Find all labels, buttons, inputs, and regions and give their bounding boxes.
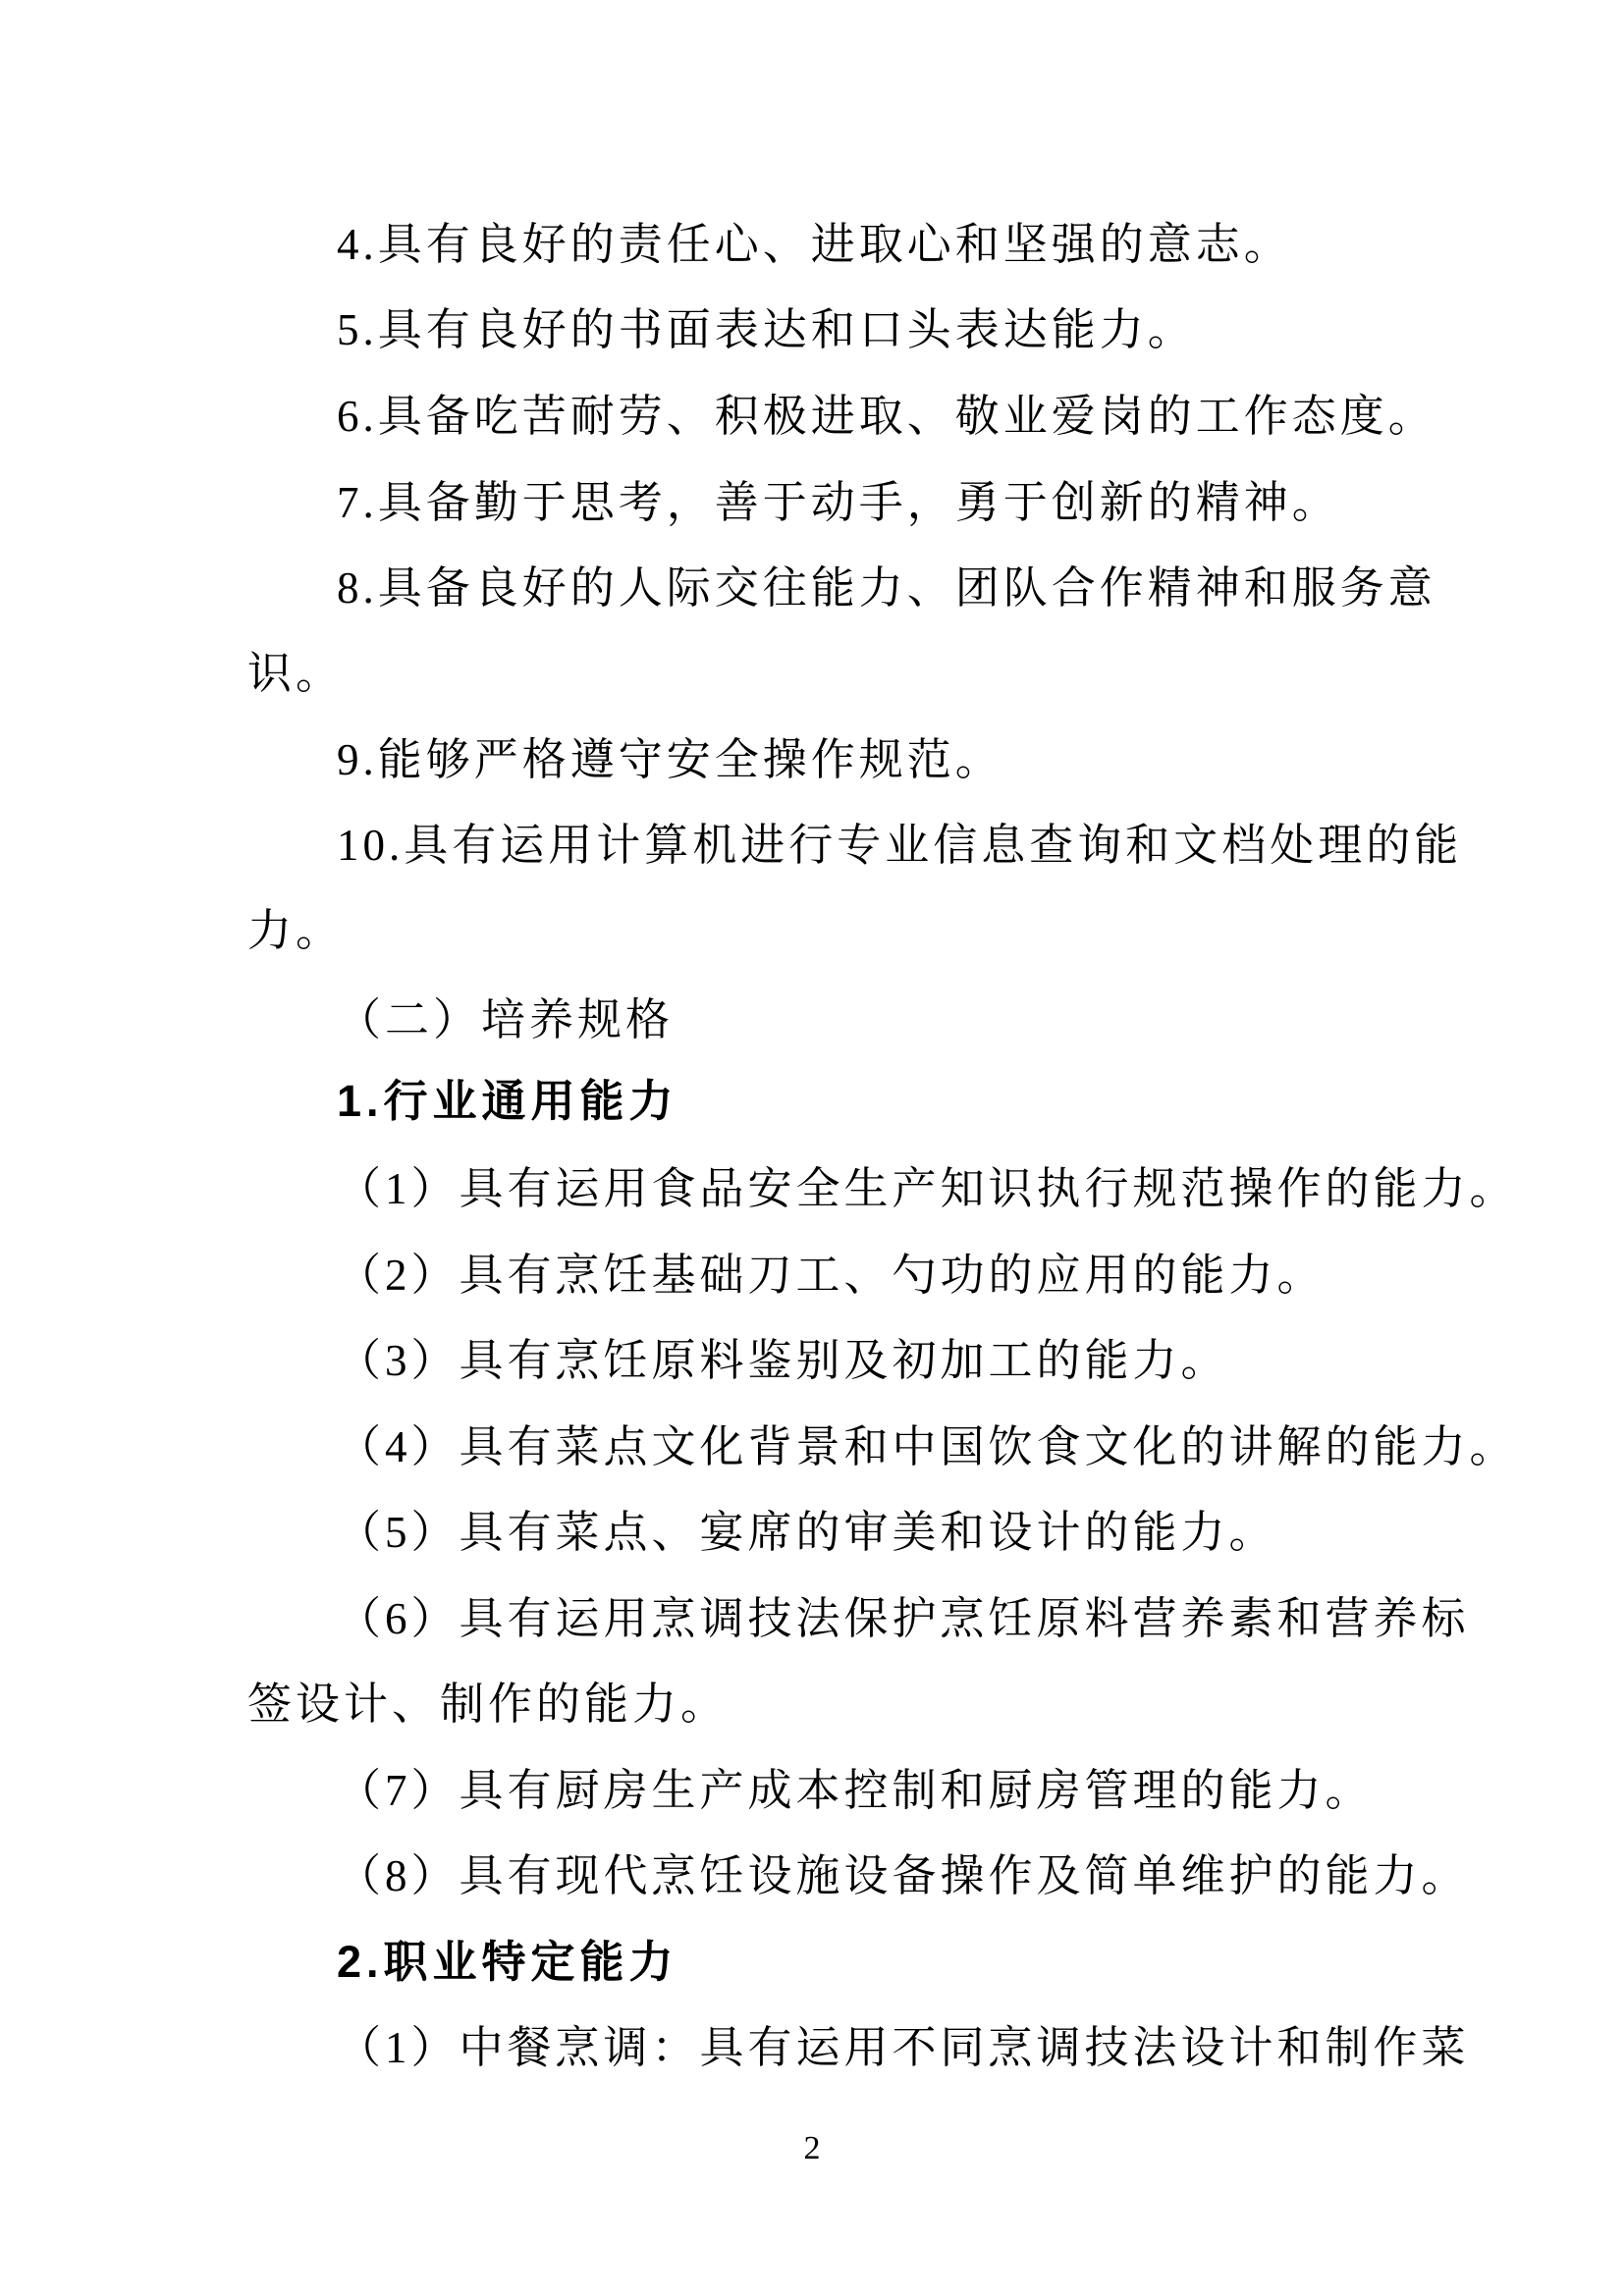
list-item-4: 4.具有良好的责任心、进取心和坚强的意志。 [337, 220, 1292, 269]
page-number: 2 [803, 2130, 821, 2166]
general-ability-item-3: （3）具有烹饪原料鉴别及初加工的能力。 [337, 1336, 1229, 1385]
general-ability-item-7: （7）具有厨房生产成本控制和厨房管理的能力。 [337, 1766, 1374, 1815]
specific-ability-item-1: （1）中餐烹调：具有运用不同烹调技法设计和制作菜 [337, 2023, 1470, 2072]
list-item-5: 5.具有良好的书面表达和口头表达能力。 [337, 305, 1196, 354]
section-heading-training-specifications: （二）培养规格 [337, 995, 675, 1044]
general-ability-item-1: （1）具有运用食品安全生产知识执行规范操作的能力。 [337, 1164, 1518, 1213]
list-item-8-continuation: 识。 [247, 649, 345, 698]
general-ability-item-8: （8）具有现代烹饪设施设备操作及简单维护的能力。 [337, 1851, 1470, 1900]
general-ability-item-5: （5）具有菜点、宴席的审美和设计的能力。 [337, 1508, 1277, 1557]
list-item-10: 10.具有运用计算机进行专业信息查询和文档处理的能 [337, 821, 1463, 870]
list-item-9: 9.能够严格遵守安全操作规范。 [337, 735, 1003, 784]
general-ability-item-6-continuation: 签设计、制作的能力。 [247, 1680, 730, 1729]
heading-occupation-specific-ability: 2.职业特定能力 [337, 1937, 678, 1987]
list-item-8: 8.具备良好的人际交往能力、团队合作精神和服务意 [337, 563, 1436, 613]
general-ability-item-2: （2）具有烹饪基础刀工、勺功的应用的能力。 [337, 1251, 1326, 1300]
list-item-7: 7.具备勤于思考，善于动手，勇于创新的精神。 [337, 478, 1340, 527]
list-item-10-continuation: 力。 [247, 906, 345, 955]
general-ability-item-6: （6）具有运用烹调技法保护烹饪原料营养素和营养标 [337, 1594, 1470, 1643]
heading-industry-general-ability: 1.行业通用能力 [337, 1076, 678, 1126]
list-item-6: 6.具备吃苦耐劳、积极进取、敬业爱岗的工作态度。 [337, 392, 1436, 441]
general-ability-item-4: （4）具有菜点文化背景和中国饮食文化的讲解的能力。 [337, 1422, 1518, 1471]
